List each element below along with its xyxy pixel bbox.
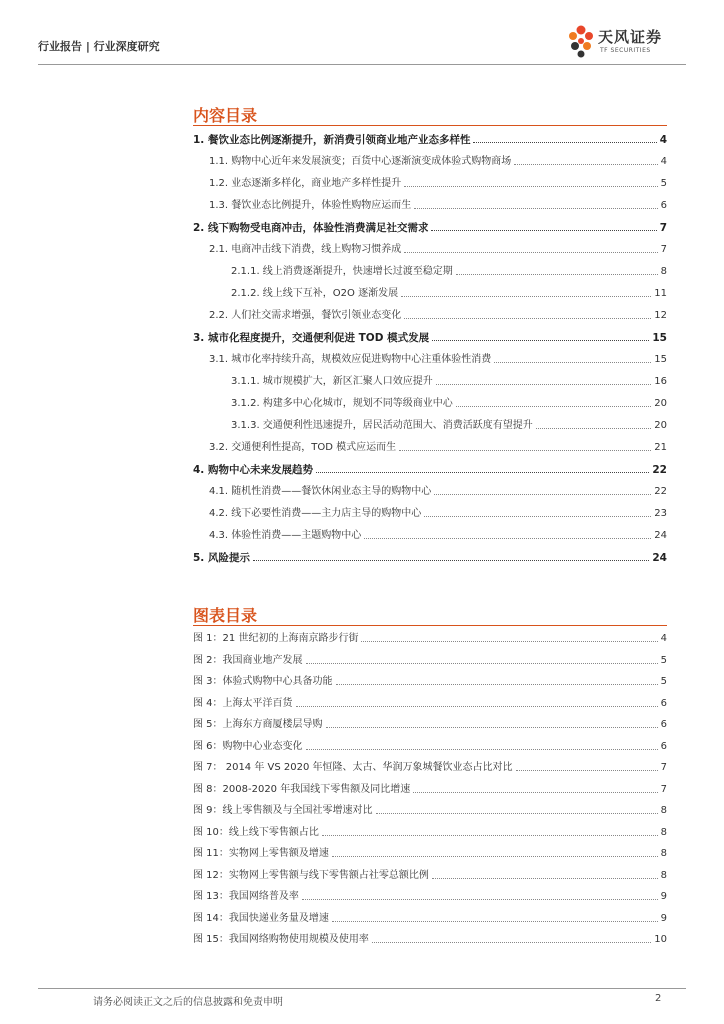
figure-entry-page: 9 xyxy=(660,891,667,902)
toc-section-row[interactable] xyxy=(231,264,667,278)
toc-entry-label: 1.2. 业态逐渐多样化，商业地产多样性提升 xyxy=(209,178,402,189)
toc-entry-page: 22 xyxy=(654,486,667,497)
figure-row[interactable] xyxy=(193,932,667,946)
toc-chapter-row[interactable] xyxy=(193,550,667,564)
figure-entry-label: 图 2：我国商业地产发展 xyxy=(193,654,303,666)
toc-entry-label: 3.1.2. 构建多中心化城市，规划不同等级商业中心 xyxy=(231,398,453,409)
figure-entry-page: 10 xyxy=(654,934,667,945)
figure-entry-label: 图 6：购物中心业态变化 xyxy=(193,740,303,752)
figure-entry-label: 图 8：2008-2020 年我国线下零售额及同比增速 xyxy=(193,783,411,795)
figure-entry-page: 6 xyxy=(660,740,667,752)
dot-leader xyxy=(332,855,658,857)
toc-entry-label: 3.1.3. 交通便利性迅速提升，居民活动范围大、消费活跃度有望提升 xyxy=(231,420,533,431)
toc-chapter-row[interactable] xyxy=(193,330,667,344)
figure-row[interactable] xyxy=(193,631,667,645)
figure-row[interactable] xyxy=(193,825,667,839)
toc-entry-label: 2.1. 电商冲击线下消费，线上购物习惯养成 xyxy=(209,244,402,255)
figure-entry-page: 6 xyxy=(660,719,667,730)
dot-leader xyxy=(296,705,658,707)
figure-row[interactable] xyxy=(193,653,667,667)
toc-entry-page: 5 xyxy=(660,178,667,189)
toc-section-row[interactable] xyxy=(231,286,667,300)
dot-leader xyxy=(456,405,651,407)
toc-entry-page: 11 xyxy=(654,288,667,299)
figure-row[interactable] xyxy=(193,760,667,774)
figure-entry-label: 图 13：我国网络普及率 xyxy=(193,891,299,902)
toc-entry-page: 6 xyxy=(660,200,667,211)
toc-entry-label: 3.2. 交通便利性提高，TOD 模式应运而生 xyxy=(209,442,397,453)
toc-section-row[interactable] xyxy=(209,242,667,256)
toc-entry-page: 15 xyxy=(654,354,667,365)
dot-leader xyxy=(364,537,651,539)
figure-row[interactable] xyxy=(193,868,667,882)
figure-row[interactable] xyxy=(193,782,667,796)
toc-entry-label: 1. 餐饮业态比例逐渐提升，新消费引领商业地产业态多样性 xyxy=(193,134,471,146)
toc-chapter-row[interactable] xyxy=(193,220,667,234)
toc-entry-label: 5. 风险提示 xyxy=(193,552,250,564)
dot-leader xyxy=(434,493,651,495)
figure-entry-label: 图 1：21 世纪初的上海南京路步行街 xyxy=(193,633,359,644)
figure-entry-page: 5 xyxy=(660,654,667,666)
toc-entry-label: 2. 线下购物受电商冲击，体验性消费满足社交需求 xyxy=(193,222,429,234)
figure-entry-label: 图 15：我国网络购物使用规模及使用率 xyxy=(193,934,369,945)
figure-entry-label: 图 14：我国快递业务量及增速 xyxy=(193,912,329,924)
logo-flower-icon xyxy=(566,24,596,58)
page-number: 2 xyxy=(655,993,662,1004)
dot-leader xyxy=(494,361,651,363)
toc-entry-page: 23 xyxy=(654,508,667,519)
footer-divider xyxy=(38,988,686,989)
toc-entry-page: 12 xyxy=(654,310,667,321)
figure-row[interactable] xyxy=(193,674,667,688)
toc-section-row[interactable] xyxy=(231,396,667,410)
dot-leader xyxy=(456,273,658,275)
toc-entry-label: 2.1.2. 线上线下互补，O2O 逐渐发展 xyxy=(231,288,399,299)
dot-leader xyxy=(431,229,656,231)
toc-section-row[interactable] xyxy=(209,352,667,366)
toc-chapter-row[interactable] xyxy=(193,462,667,476)
toc-entry-page: 22 xyxy=(652,464,667,476)
figure-entry-page: 5 xyxy=(660,676,667,687)
dot-leader xyxy=(436,383,651,385)
dot-leader xyxy=(413,791,657,793)
figure-entry-page: 8 xyxy=(660,805,667,816)
dot-leader xyxy=(332,920,658,922)
dot-leader xyxy=(361,640,657,642)
dot-leader xyxy=(322,834,658,836)
toc-entry-label: 3. 城市化程度提升，交通便利促进 TOD 模式发展 xyxy=(193,332,430,344)
figure-entry-label: 图 11：实物网上零售额及增速 xyxy=(193,848,329,859)
toc-entry-page: 4 xyxy=(660,156,667,167)
toc-section-row[interactable] xyxy=(209,484,667,498)
figure-row[interactable] xyxy=(193,803,667,817)
toc-entry-label: 1.1. 购物中心近年来发展演变；百货中心逐渐演变成体验式购物商场 xyxy=(209,156,512,167)
toc-section-row[interactable] xyxy=(209,154,667,168)
toc-entry-label: 4.1. 随机性消费——餐饮休闲业态主导的购物中心 xyxy=(209,486,432,497)
dot-leader xyxy=(253,559,649,561)
toc-entry-page: 7 xyxy=(660,244,667,255)
figure-row[interactable] xyxy=(193,911,667,925)
toc-entry-page: 15 xyxy=(652,332,667,344)
toc-entry-page: 24 xyxy=(652,552,667,564)
dot-leader xyxy=(316,471,649,473)
toc-entry-page: 20 xyxy=(654,420,667,431)
figure-row[interactable] xyxy=(193,696,667,710)
toc-entry-label: 3.1.1. 城市规模扩大，新区汇聚人口效应提升 xyxy=(231,376,433,387)
dot-leader xyxy=(372,941,651,943)
report-category: 行业报告 | 行业深度研究 xyxy=(38,40,160,53)
figure-row[interactable] xyxy=(193,717,667,731)
figures-title-divider xyxy=(193,625,667,626)
logo-name-cn: 天风证券 xyxy=(598,28,663,46)
toc-section-row[interactable] xyxy=(209,528,667,542)
toc-section-row[interactable] xyxy=(209,506,667,520)
figure-entry-page: 8 xyxy=(660,869,667,881)
figure-entry-label: 图 9：线上零售额及与全国社零增速对比 xyxy=(193,805,373,816)
figure-entry-page: 8 xyxy=(660,826,667,838)
toc-entry-page: 16 xyxy=(654,376,667,387)
header-divider xyxy=(38,64,686,65)
footer-disclaimer: 请务必阅读正文之后的信息披露和免责申明 xyxy=(93,997,283,1008)
figure-entry-label: 图 12：实物网上零售额与线下零售额占社零总额比例 xyxy=(193,869,429,881)
dot-leader xyxy=(432,877,658,879)
figure-entry-page: 9 xyxy=(660,912,667,924)
dot-leader xyxy=(414,207,657,209)
toc-section-row[interactable] xyxy=(209,176,667,190)
toc-title: 内容目录 xyxy=(193,106,258,125)
toc-entry-label: 4.2. 线下必要性消费——主力店主导的购物中心 xyxy=(209,508,422,519)
toc-entry-page: 8 xyxy=(660,266,667,277)
dot-leader xyxy=(473,141,656,143)
toc-section-row[interactable] xyxy=(209,440,667,454)
toc-section-row[interactable] xyxy=(231,418,667,432)
dot-leader xyxy=(336,683,658,685)
dot-leader xyxy=(404,251,657,253)
figure-row[interactable] xyxy=(193,889,667,903)
toc-entry-page: 21 xyxy=(654,442,667,453)
toc-section-row[interactable] xyxy=(209,198,667,212)
toc-title-divider xyxy=(193,125,667,126)
dot-leader xyxy=(424,515,651,517)
dot-leader xyxy=(326,726,658,728)
dot-leader xyxy=(306,662,658,664)
toc-section-row[interactable] xyxy=(231,374,667,388)
figure-entry-label: 图 5：上海东方商厦楼层导购 xyxy=(193,719,323,730)
figure-entry-page: 6 xyxy=(660,697,667,709)
figure-entry-page: 7 xyxy=(660,762,667,773)
toc-chapter-row[interactable] xyxy=(193,132,667,146)
dot-leader xyxy=(516,769,658,771)
figure-row[interactable] xyxy=(193,846,667,860)
dot-leader xyxy=(514,163,657,165)
figure-entry-label: 图 3：体验式购物中心具备功能 xyxy=(193,676,333,687)
figures-title: 图表目录 xyxy=(193,606,258,625)
toc-entry-label: 3.1. 城市化率持续升高，规模效应促进购物中心注重体验性消费 xyxy=(209,354,492,365)
dot-leader xyxy=(302,898,658,900)
toc-entry-page: 7 xyxy=(659,222,667,234)
toc-entry-label: 4. 购物中心未来发展趋势 xyxy=(193,464,313,476)
toc-entry-page: 4 xyxy=(659,134,667,146)
figure-entry-page: 7 xyxy=(660,783,667,795)
toc-section-row[interactable] xyxy=(209,308,667,322)
dot-leader xyxy=(306,748,658,750)
dot-leader xyxy=(536,427,651,429)
figure-entry-label: 图 7： 2014 年 VS 2020 年恒隆、太古、华润万象城餐饮业态占比对比 xyxy=(193,762,513,773)
dot-leader xyxy=(432,339,649,341)
dot-leader xyxy=(404,185,657,187)
logo-name-en: TF SECURITIES xyxy=(600,47,651,54)
figure-row[interactable] xyxy=(193,739,667,753)
figure-entry-label: 图 10：线上线下零售额占比 xyxy=(193,826,319,838)
dot-leader xyxy=(376,812,658,814)
dot-leader xyxy=(401,295,651,297)
dot-leader xyxy=(399,449,651,451)
figure-entry-page: 4 xyxy=(660,633,667,644)
toc-entry-label: 2.1.1. 线上消费逐渐提升，快速增长过渡至稳定期 xyxy=(231,266,453,277)
toc-entry-page: 24 xyxy=(654,530,667,541)
figure-entry-label: 图 4：上海太平洋百货 xyxy=(193,697,293,709)
dot-leader xyxy=(404,317,651,319)
company-logo xyxy=(566,22,688,62)
figure-entry-page: 8 xyxy=(660,848,667,859)
toc-entry-label: 4.3. 体验性消费——主题购物中心 xyxy=(209,530,362,541)
toc-entry-page: 20 xyxy=(654,398,667,409)
toc-entry-label: 1.3. 餐饮业态比例提升，体验性购物应运而生 xyxy=(209,200,412,211)
toc-entry-label: 2.2. 人们社交需求增强，餐饮引领业态变化 xyxy=(209,310,402,321)
